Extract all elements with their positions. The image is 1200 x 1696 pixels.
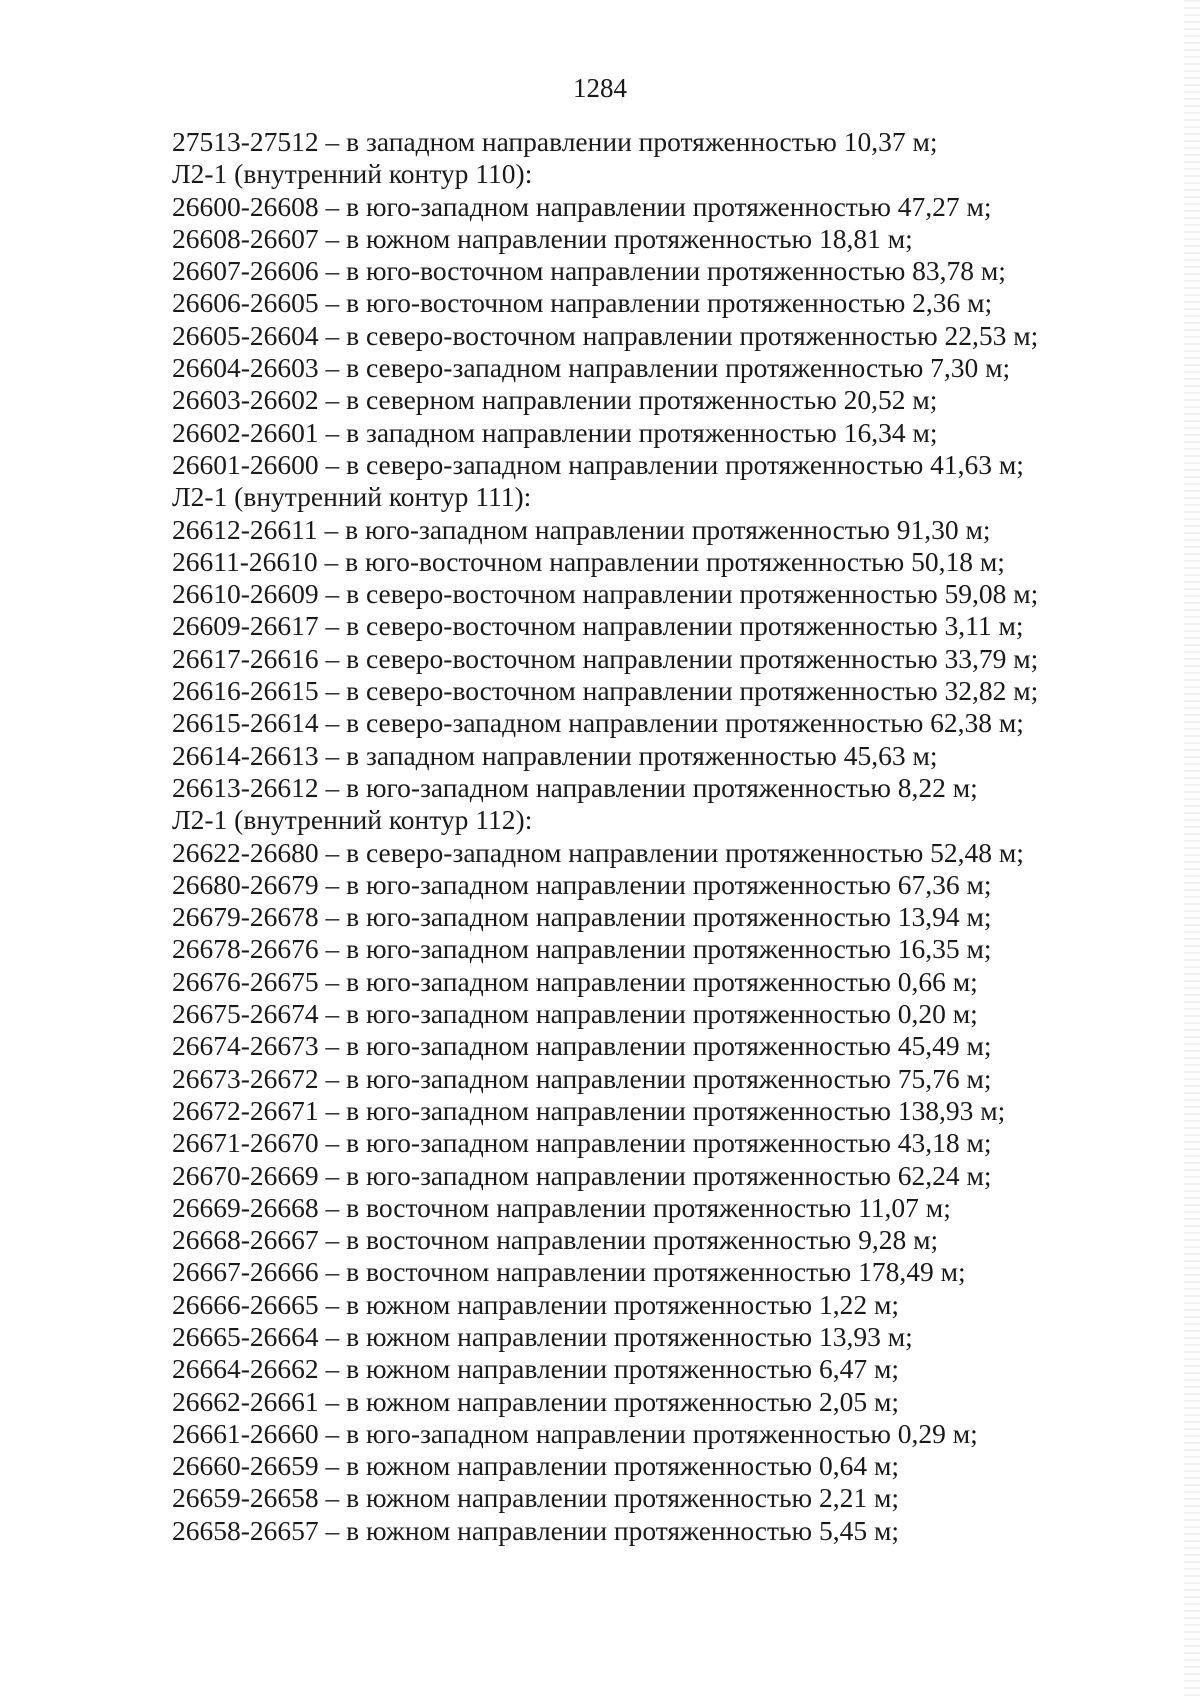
text-line: 26673-26672 – в юго-западном направлении протяженностью 75,76 м; [172, 1062, 992, 1094]
text-line: 26612-26611 – в юго-западном направлении протяженностью 91,30 м; [172, 513, 991, 545]
text-line: 26667-26666 – в восточном направлении протяженностью 178,49 м; [172, 1256, 966, 1288]
boundary-description-list [172, 126, 1112, 1547]
text-line: 26665-26664 – в южном направлении протяженностью 13,93 м; [172, 1320, 913, 1352]
text-line: 26602-26601 – в западном направлении протяженностью 16,34 м; [172, 416, 938, 448]
text-line: 26680-26679 – в юго-западном направлении протяженностью 67,36 м; [172, 868, 992, 900]
text-line: 26604-26603 – в северо-западном направлении протяженностью 7,30 м; [172, 352, 1011, 384]
text-line: 26671-26670 – в юго-западном направлении протяженностью 43,18 м; [172, 1127, 992, 1159]
text-line: 26661-26660 – в юго-западном направлении протяженностью 0,29 м; [172, 1417, 978, 1449]
text-line: 26670-26669 – в юго-западном направлении протяженностью 62,24 м; [172, 1159, 992, 1191]
text-line: 26605-26604 – в северо-восточном направлении протяженностью 22,53 м; [172, 319, 1039, 351]
text-line: 26617-26616 – в северо-восточном направлении протяженностью 33,79 м; [172, 642, 1039, 674]
text-line: 26675-26674 – в юго-западном направлении протяженностью 0,20 м; [172, 998, 978, 1030]
section-heading: Л2-1 (внутренний контур 112): [172, 804, 533, 836]
text-line: 26668-26667 – в восточном направлении протяженностью 9,28 м; [172, 1224, 939, 1256]
text-line: 26600-26608 – в юго-западном направлении протяженностью 47,27 м; [172, 190, 992, 222]
text-line: 27513-27512 – в западном направлении протяженностью 10,37 м; [172, 126, 938, 157]
text-line: 26615-26614 – в северо-западном направлении протяженностью 62,38 м; [172, 707, 1024, 739]
section-heading: Л2-1 (внутренний контур 111): [172, 481, 532, 513]
scan-edge-artifact [1184, 0, 1200, 1696]
text-line: 26662-26661 – в южном направлении протяженностью 2,05 м; [172, 1385, 900, 1417]
text-line: 26669-26668 – в восточном направлении протяженностью 11,07 м; [172, 1191, 951, 1223]
text-line: 26611-26610 – в юго-восточном направлении протяженностью 50,18 м; [172, 545, 1005, 577]
text-line: 26607-26606 – в юго-восточном направлении протяженностью 83,78 м; [172, 255, 1006, 287]
text-line: 26622-26680 – в северо-западном направлении протяженностью 52,48 м; [172, 836, 1024, 868]
page-number: 1284 [573, 73, 627, 103]
text-line: 26658-26657 – в южном направлении протяженностью 5,45 м; [172, 1514, 900, 1546]
text-line: 26606-26605 – в юго-восточном направлении протяженностью 2,36 м; [172, 287, 993, 319]
text-line: 26664-26662 – в южном направлении протяженностью 6,47 м; [172, 1353, 900, 1385]
text-line: 26666-26665 – в южном направлении протяженностью 1,22 м; [172, 1288, 900, 1320]
text-line: 26676-26675 – в юго-западном направлении протяженностью 0,66 м; [172, 965, 978, 997]
text-line: 26603-26602 – в северном направлении протяженностью 20,52 м; [172, 384, 938, 416]
text-line: 26616-26615 – в северо-восточном направлении протяженностью 32,82 м; [172, 675, 1039, 707]
text-line: 26601-26600 – в северо-западном направлении протяженностью 41,63 м; [172, 448, 1024, 480]
text-line: 26660-26659 – в южном направлении протяженностью 0,64 м; [172, 1450, 900, 1482]
text-line: 26674-26673 – в юго-западном направлении протяженностью 45,49 м; [172, 1030, 992, 1062]
text-line: 26613-26612 – в юго-западном направлении протяженностью 8,22 м; [172, 771, 978, 803]
text-line: 26609-26617 – в северо-восточном направлении протяженностью 3,11 м; [172, 610, 1024, 642]
text-line: 26659-26658 – в южном направлении протяженностью 2,21 м; [172, 1482, 900, 1514]
section-heading: Л2-1 (внутренний контур 110): [172, 158, 533, 190]
text-line: 26679-26678 – в юго-западном направлении протяженностью 13,94 м; [172, 901, 992, 933]
text-line: 26614-26613 – в западном направлении протяженностью 45,63 м; [172, 739, 938, 771]
text-line: 26610-26609 – в северо-восточном направлении протяженностью 59,08 м; [172, 578, 1039, 610]
text-line: 26672-26671 – в юго-западном направлении протяженностью 138,93 м; [172, 1094, 1006, 1126]
text-line: 26608-26607 – в южном направлении протяженностью 18,81 м; [172, 222, 913, 254]
text-line: 26678-26676 – в юго-западном направлении протяженностью 16,35 м; [172, 933, 992, 965]
